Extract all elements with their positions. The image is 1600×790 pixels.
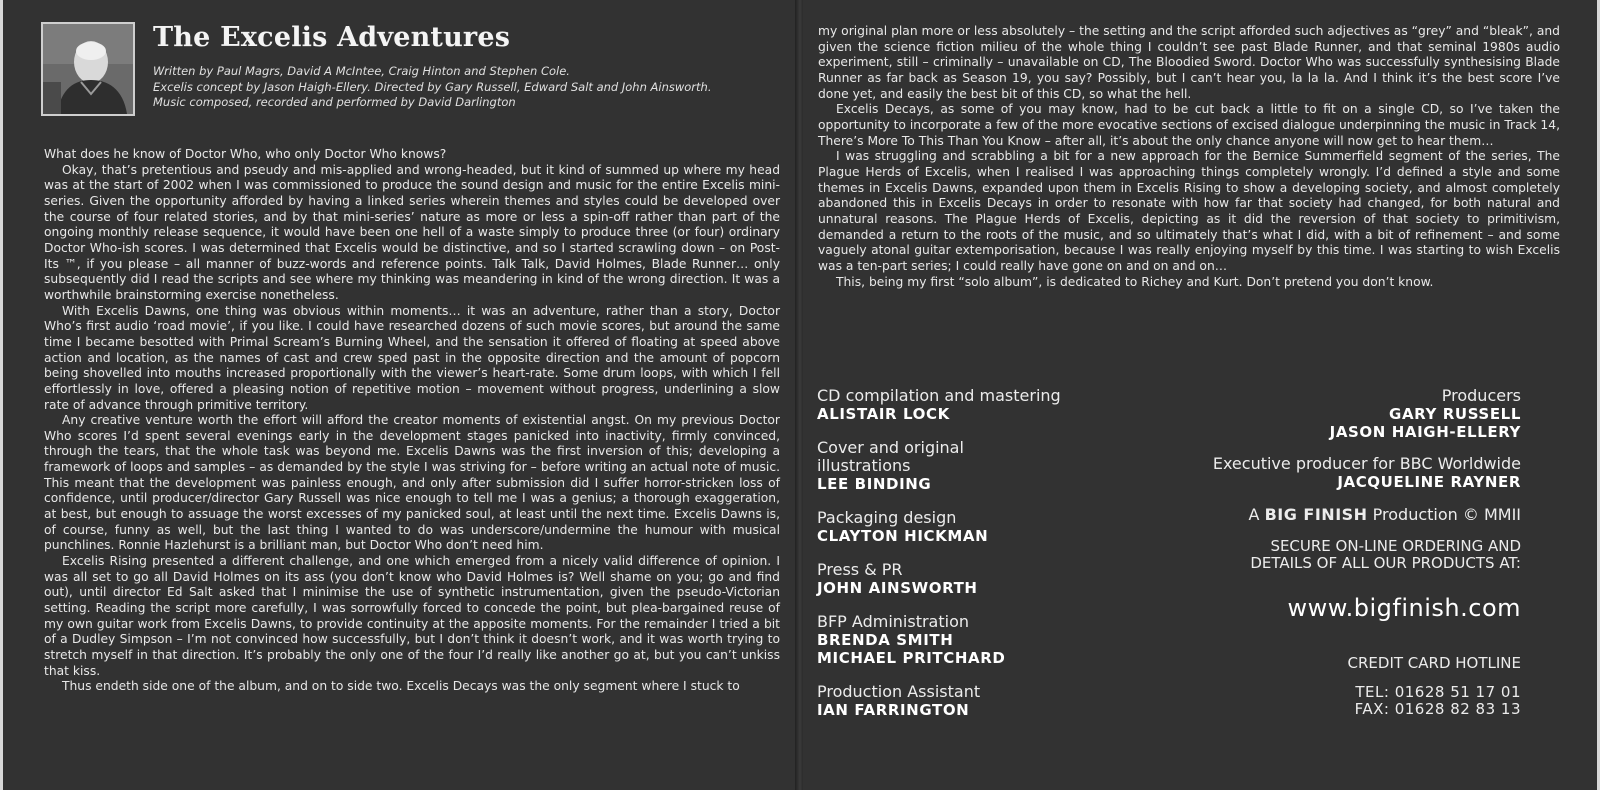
paragraph: What does he know of Doctor Who, who only Doctor Who knows? — [44, 147, 447, 161]
paragraph: Okay, that’s pretentious and pseudy and mis-applied and wrong-headed, but it kind of summed up where my head was at the start of 2002 when I was commissioned to produce the sound design and music for the entire Excelis mini-series. Given the opportunity afforded by having a linked series wherein themes and styles could be developed over the course of four related stories, and by that mini-series’ nature as more or less a spin-off rather than part of the ongoing monthly release sequence, it would have been one hell of a waste simply to produce three (or four) ordinary Doctor Who-ish scores. I was determined that Excelis would be distinctive, and so I started scrawling down – on Post-Its ™, if you please – all manner of buzz-words and reference points. Talk Talk, David Holmes, Blade Runner… only subsequently did I read the scripts and see where my thinking was meandering in kind of the wrong direction. It was a worthwhile brainstorming exercise nonetheless. — [44, 162, 780, 302]
credit-name: CLAYTON HICKMAN — [817, 527, 989, 545]
article-body-right — [818, 24, 1560, 290]
byline — [153, 64, 712, 111]
credit-name: JOHN AINSWORTH — [817, 579, 978, 597]
credit-role: Packaging design — [817, 508, 957, 527]
author-photo — [41, 22, 135, 116]
exec-producer-name: JACQUELINE RAYNER — [1337, 473, 1521, 491]
credit-name: MICHAEL PRITCHARD — [817, 649, 1006, 667]
production-suffix: Production © MMII — [1372, 505, 1521, 524]
ordering-line: DETAILS OF ALL OUR PRODUCTS AT: — [1250, 554, 1521, 572]
paragraph: With Excelis Dawns, one thing was obvious within moments… it was an adventure, rather than a story, Doctor Who’s first audio ‘road movie’, if you like. I could have researched dozens of such movie scores, but around the same time I became besotted with Primal Scream’s Burning Wheel, and the sensation it offered of floating at speed above action and location, as the names of cast and crew sped past in the opposite direction and the amount of popcorn being shovelled into mouths increased proportionally with the viewer’s heart-rate. Some drum loops, with which I fell effortlessly in love, offered a pleasing notion of repetitive motion – movement without progress, underlining a slow rate of advance through primitive territory. — [44, 303, 780, 412]
credit-role: BFP Administration — [817, 612, 969, 631]
ordering-line: SECURE ON-LINE ORDERING AND — [1270, 537, 1521, 555]
paragraph: Thus endeth side one of the album, and on to side two. Excelis Decays was the only segment where I stuck to — [62, 679, 740, 694]
website-url: www.bigfinish.com — [1287, 594, 1521, 622]
paragraph: Excelis Rising presented a different challenge, and one which emerged from a nicely valid difference of opinion. I was all set to go all David Holmes on its ass (you don’t know who David Holmes is? Well shame on you; go and find out), until director Ed Salt asked that I minimise the use of synthetic instrumentation, given the pseudo-Victorian setting. Reading the script more carefully, I was sorrowfully forced to concede the point, but plea-bargained reuse of my own guitar work from Excelis Dawns, to provide continuity at the apposite moments. For the remainder I tried a bit of a Dudley Simpson – I’m not convinced how successfully, but I don’t think it doesn’t work, and it was worth trying to stretch myself in that direction. It’s probably the only one of the four I’d really like another go at, but you can’t unkiss that kiss. — [44, 554, 780, 678]
production-line — [1101, 505, 1521, 524]
fax-number: FAX: 01628 82 83 13 — [1354, 700, 1521, 718]
credit-name: ALISTAIR LOCK — [817, 405, 950, 423]
writers-credit: Written by Paul Magrs, David A McIntee, Craig Hinton and Stephen Cole. — [153, 64, 570, 78]
credit-name: BRENDA SMITH — [817, 631, 954, 649]
credit-role: Production Assistant — [817, 682, 981, 701]
production-credits — [1101, 387, 1521, 718]
phone-numbers — [1101, 684, 1521, 718]
concept-credit: Excelis concept by Jason Haigh-Ellery. Directed by Gary Russell, Edward Salt and John Ainsworth. — [153, 79, 712, 94]
portrait-image — [43, 24, 133, 114]
credit-role: Press & PR — [817, 560, 903, 579]
producers-role: Producers — [1441, 386, 1521, 405]
producer-name: JASON HAIGH-ELLERY — [1329, 423, 1521, 441]
credit-name: LEE BINDING — [817, 475, 932, 493]
left-page — [0, 0, 798, 790]
article-body-left — [44, 147, 780, 695]
big-finish-brand: BIG FINISH — [1264, 505, 1368, 524]
ordering-info — [1101, 538, 1521, 572]
hotline-label: CREDIT CARD HOTLINE — [1347, 654, 1521, 672]
paragraph: This, being my first “solo album”, is dedicated to Richey and Kurt. Don’t pretend you don’t know. — [836, 274, 1434, 289]
credit-role: Cover and original illustrations — [817, 438, 964, 475]
tel-number: TEL: 01628 51 17 01 — [1355, 683, 1521, 701]
credit-role: CD compilation and mastering — [817, 386, 1061, 405]
page-edge — [0, 0, 3, 790]
music-credit: Music composed, recorded and performed by David Darlington — [153, 95, 516, 109]
production-prefix: A — [1248, 505, 1260, 524]
paragraph: I was struggling and scrabbling a bit for a new approach for the Bernice Summerfield segment of the series, The Plague Herds of Excelis, when I realised I was approaching things completely wrongly. I’d defined a style and some themes in Excelis Dawns, expanded upon them in Excelis Rising to show a developing society, and almost completely abandoned this in Excelis Decays in order to resonate with how far that society had changed, for both natural and unnatural reasons. The Plague Herds of Excelis, depicting as it did the reversion of that society to primitivism, demanded a return to the roots of the music, and so ultimately that’s what I did, with a bit of refinement – and some vaguely atonal guitar extemporisation, because I was really enjoying myself by this time. I was starting to wish Excelis was a ten-part series; I could really have gone on and on and on… — [818, 149, 1560, 273]
paragraph: my original plan more or less absolutely – the setting and the script afforded such adjectives as “grey” and “bleak”, and given the science fiction milieu of the whole thing I couldn’t see past Blade Runner, and that seminal 1980s audio experiment, still – criminally – unavailable on CD, The Bloodied Sword. Doctor Who was successfully synthesising Blade Runner as far back as Season 19, you say? Possibly, but I can’t hear you, la la la. And I think it’s the best score I’ve done yet, and easily the best bit of this CD, so what the hell. — [818, 24, 1560, 101]
paragraph: Excelis Decays, as some of you may know, had to be cut back a little to fit on a single CD, so I’ve taken the opportunity to incorporate a few of the more evocative sections of excised dialogue underpinning the music in Track 14, There’s More To This Than You Know – after all, it’s about the only chance anyone will now get to hear them… — [818, 102, 1560, 148]
producer-name: GARY RUSSELL — [1389, 405, 1521, 423]
exec-producer-role: Executive producer for BBC Worldwide — [1212, 454, 1521, 473]
paragraph: Any creative venture worth the effort will afford the creator moments of existential angst. On my previous Doctor Who scores I’d spent several evenings early in the development stages panicked into inactivity, firmly convinced, through the tears, that the whole task was beyond me. Excelis Dawns was the first inversion of this; developing a framework of loops and samples – as demanded by the style I was striving for – before writing an actual note of music. This meant that the development was painless enough, and only after submission did I suffer horror-stricken loss of confidence, until producer/director Gary Russell was nice enough to tell me I was a genius; a thorough exaggeration, at best, but enough to assuage the worst excesses of my panicked soul, at least until the next time. Excelis Dawns is, of course, funny as well, but the last thing I wanted to do was underscore/undermine the humour with musical punchlines. Ronnie Hazlehurst is a brilliant man, but Doctor Who don’t need him. — [44, 413, 780, 553]
page-title: The Excelis Adventures — [153, 22, 511, 53]
credit-name: IAN FARRINGTON — [817, 701, 970, 719]
